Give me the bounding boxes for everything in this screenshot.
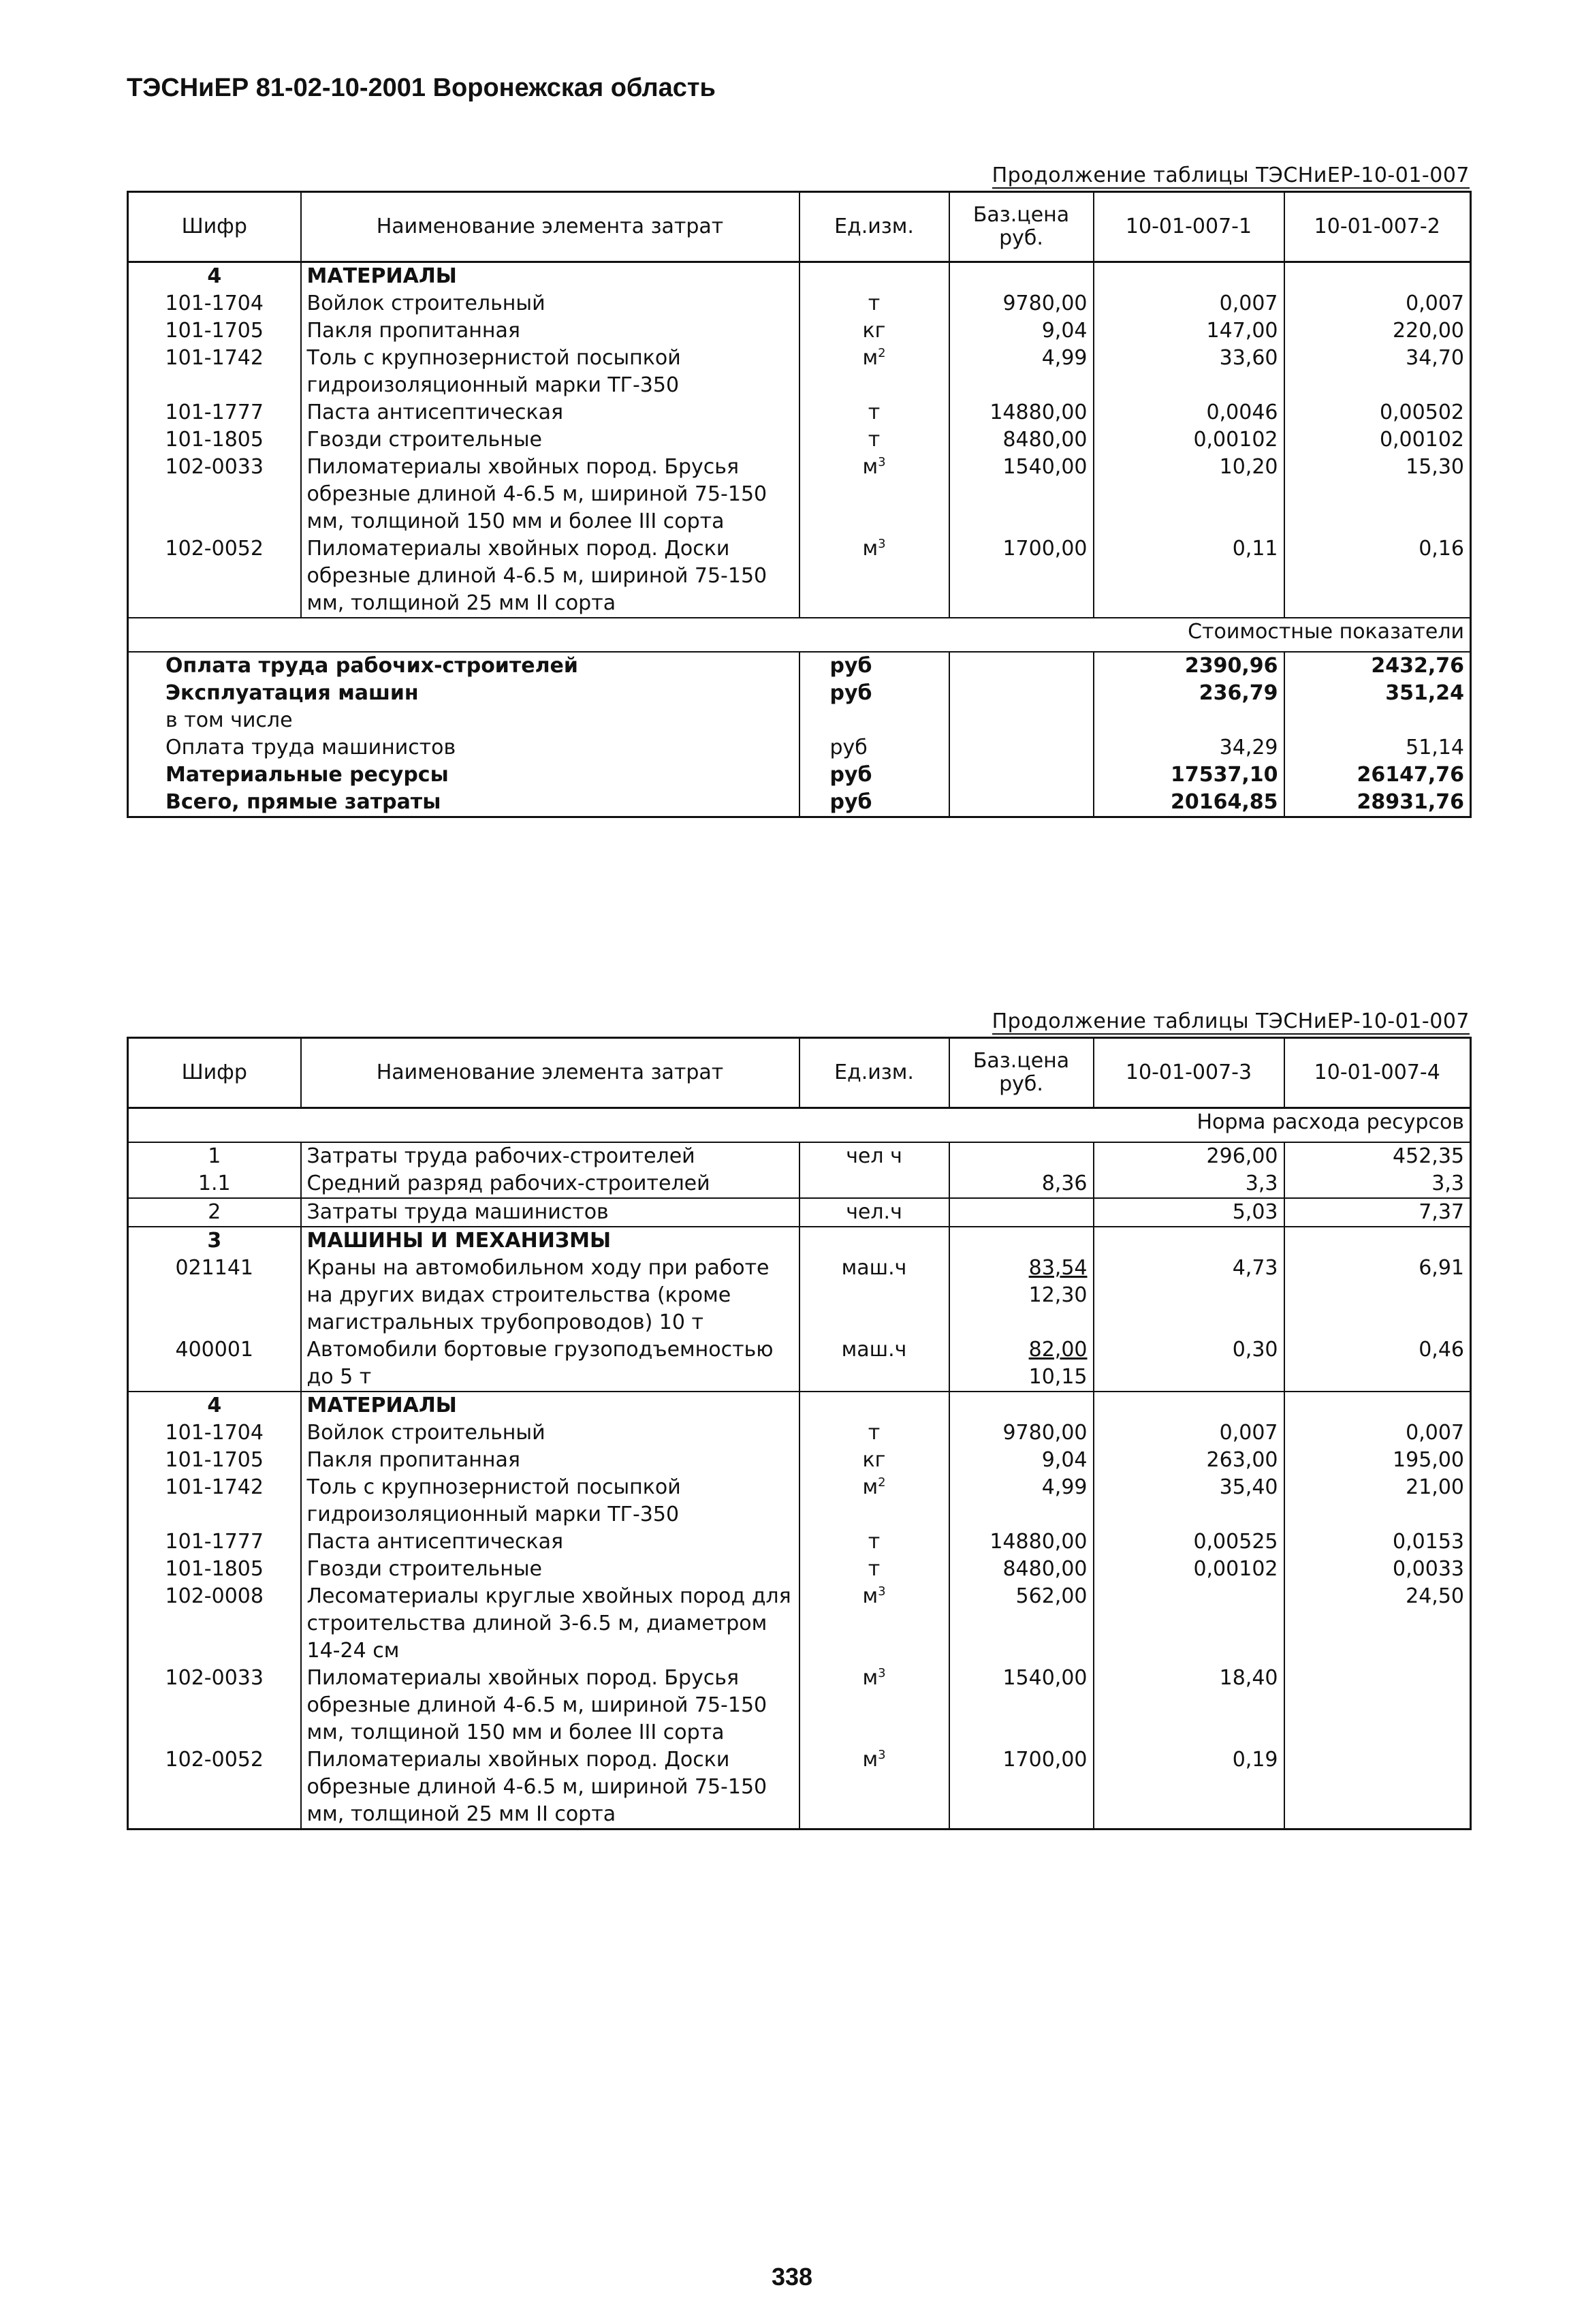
- norm-value: 0,16: [1284, 535, 1471, 618]
- norm-value: [1284, 1665, 1471, 1746]
- section-row: [128, 1227, 1471, 1255]
- norm-value: 0,007: [1094, 290, 1284, 317]
- table-row: [128, 345, 1471, 399]
- unit-text: кг: [862, 1448, 886, 1472]
- base-price: 562,00: [949, 1583, 1094, 1665]
- summary-row: [128, 680, 1471, 707]
- resource-code: 101-1705: [128, 1447, 301, 1474]
- unit-cell: [799, 1583, 949, 1665]
- resource-code: 102-0033: [128, 1665, 301, 1746]
- table-row: [128, 1170, 1471, 1198]
- table-row: [128, 1665, 1471, 1746]
- norm-value: 195,00: [1284, 1447, 1471, 1474]
- resource-code: 101-1704: [128, 290, 301, 317]
- unit-text: м: [862, 1666, 878, 1690]
- price-labour: 10,15: [1028, 1365, 1088, 1389]
- unit-superscript: 3: [878, 1584, 886, 1599]
- unit-cell: [799, 1447, 949, 1474]
- resource-code: 101-1777: [128, 1528, 301, 1556]
- table-row: [128, 1419, 1471, 1447]
- resource-name: Лесоматериалы круглые хвойных пород для строительства длиной 3-6.5 м, диаметром 14-24 см: [301, 1583, 799, 1665]
- summary-value: 51,14: [1284, 734, 1471, 761]
- summary-label: Эксплуатация машин: [128, 680, 799, 707]
- table-row: [128, 1556, 1471, 1583]
- norm-value: 24,50: [1284, 1583, 1471, 1665]
- resource-code: 101-1805: [128, 426, 301, 454]
- norm-value: 35,40: [1094, 1474, 1284, 1528]
- table-row: [128, 1142, 1471, 1170]
- resource-code: 101-1704: [128, 1419, 301, 1447]
- base-price: 9,04: [949, 317, 1094, 345]
- column-header: Баз.цена руб.: [949, 1038, 1094, 1108]
- summary-label: Материальные ресурсы: [128, 761, 799, 789]
- resource-code: 101-1705: [128, 317, 301, 345]
- summary-value: 28931,76: [1284, 789, 1471, 817]
- norm-value: 0,30: [1094, 1336, 1284, 1392]
- empty-cell: [949, 652, 1094, 680]
- section-code: 4: [128, 262, 301, 291]
- unit-superscript: 2: [878, 346, 886, 360]
- norm-value: 0,0033: [1284, 1556, 1471, 1583]
- unit-cell: [799, 290, 949, 317]
- unit-cell: маш.ч: [799, 1255, 949, 1336]
- summary-unit: руб: [799, 789, 949, 817]
- resource-name: Пиломатериалы хвойных пород. Брусья обрезные длиной 4-6.5 м, шириной 75-150 мм, толщиной 150 мм и более III сорта: [301, 1665, 799, 1746]
- unit-superscript: 3: [878, 1666, 886, 1680]
- base-price: 14880,00: [949, 1528, 1094, 1556]
- base-price: 9780,00: [949, 290, 1094, 317]
- norm-value: 0,007: [1284, 1419, 1471, 1447]
- table-row: [128, 1255, 1471, 1336]
- section-name: МАТЕРИАЛЫ: [301, 1392, 799, 1419]
- norm-value: 0,007: [1094, 1419, 1284, 1447]
- norm-value: 15,30: [1284, 454, 1471, 535]
- resource-code: 1: [128, 1142, 301, 1170]
- table-row: [128, 1447, 1471, 1474]
- column-header: Баз.цена руб.: [949, 192, 1094, 262]
- unit-text: м: [862, 1748, 878, 1772]
- price-labour: 12,30: [1028, 1283, 1088, 1307]
- summary-row: [128, 707, 1471, 734]
- resource-name: Гвозди строительные: [301, 1556, 799, 1583]
- empty-cell: [949, 789, 1094, 817]
- resource-name: Гвозди строительные: [301, 426, 799, 454]
- unit-text: м: [862, 455, 878, 479]
- summary-label: Всего, прямые затраты: [128, 789, 799, 817]
- unit-cell: маш.ч: [799, 1336, 949, 1392]
- summary-label: Оплата труда машинистов: [128, 734, 799, 761]
- unit-text: м: [862, 346, 878, 370]
- norm-value: 10,20: [1094, 454, 1284, 535]
- table-header-row: [128, 192, 1471, 262]
- unit-cell: [799, 399, 949, 426]
- column-header: 10-01-007-2: [1284, 192, 1471, 262]
- section-row: [128, 262, 1471, 291]
- norm-value: 452,35: [1284, 1142, 1471, 1170]
- resource-code: 102-0052: [128, 535, 301, 618]
- norm-value: 0,00102: [1094, 1556, 1284, 1583]
- empty-cell: [949, 734, 1094, 761]
- band-row: [128, 618, 1471, 652]
- table-row: [128, 454, 1471, 535]
- resource-code: 400001: [128, 1336, 301, 1392]
- summary-value: 2432,76: [1284, 652, 1471, 680]
- norms-table-1: [127, 191, 1472, 818]
- norm-value: 296,00: [1094, 1142, 1284, 1170]
- norms-table-2: [127, 1037, 1472, 1830]
- base-price: 4,99: [949, 1474, 1094, 1528]
- base-price: 1700,00: [949, 535, 1094, 618]
- summary-unit: руб: [799, 652, 949, 680]
- price-total: 83,54: [1028, 1256, 1088, 1280]
- summary-unit: руб: [799, 734, 949, 761]
- norm-value: 6,91: [1284, 1255, 1471, 1336]
- empty-cell: [949, 761, 1094, 789]
- base-price: [949, 1255, 1094, 1336]
- unit-text: м: [862, 1584, 878, 1608]
- resource-name: Войлок строительный: [301, 290, 799, 317]
- resource-name: Толь с крупнозернистой посыпкой гидроизоляционный марки ТГ-350: [301, 345, 799, 399]
- section-name: МАШИНЫ И МЕХАНИЗМЫ: [301, 1227, 799, 1255]
- table-row: [128, 426, 1471, 454]
- unit-text: м: [862, 537, 878, 561]
- norm-value: 220,00: [1284, 317, 1471, 345]
- summary-value: 351,24: [1284, 680, 1471, 707]
- unit-superscript: 3: [878, 455, 886, 469]
- empty-cell: [949, 680, 1094, 707]
- resource-code: 101-1805: [128, 1556, 301, 1583]
- unit-superscript: 3: [878, 1748, 886, 1762]
- base-price: [949, 1198, 1094, 1227]
- section-code: 3: [128, 1227, 301, 1255]
- norm-value: 21,00: [1284, 1474, 1471, 1528]
- resource-name: Затраты труда рабочих-строителей: [301, 1142, 799, 1170]
- norm-value: 34,70: [1284, 345, 1471, 399]
- summary-row: [128, 761, 1471, 789]
- band-row: [128, 1108, 1471, 1143]
- page-title: ТЭСНиЕР 81-02-10-2001 Воронежская область: [127, 74, 716, 102]
- table-row: [128, 1198, 1471, 1227]
- unit-text: т: [868, 1557, 881, 1581]
- resource-name: Автомобили бортовые грузоподъемностью до 5 т: [301, 1336, 799, 1392]
- base-price: 9780,00: [949, 1419, 1094, 1447]
- norm-value: 4,73: [1094, 1255, 1284, 1336]
- column-header: Шифр: [128, 1038, 301, 1108]
- resource-code: 102-0008: [128, 1583, 301, 1665]
- resource-code: 021141: [128, 1255, 301, 1336]
- base-price: 1700,00: [949, 1746, 1094, 1830]
- summary-row: [128, 652, 1471, 680]
- column-header: 10-01-007-1: [1094, 192, 1284, 262]
- summary-value: [1284, 707, 1471, 734]
- column-header: Ед.изм.: [799, 192, 949, 262]
- unit-cell: чел.ч: [799, 1198, 949, 1227]
- norm-value: 0,19: [1094, 1746, 1284, 1830]
- summary-label: Оплата труда рабочих-строителей: [128, 652, 799, 680]
- norm-value: 0,007: [1284, 290, 1471, 317]
- band-label: Стоимостные показатели: [128, 618, 1471, 652]
- section-code: 4: [128, 1392, 301, 1419]
- unit-cell: чел ч: [799, 1142, 949, 1170]
- table-row: [128, 1474, 1471, 1528]
- summary-value: 34,29: [1094, 734, 1284, 761]
- unit-cell: [799, 535, 949, 618]
- unit-text: кг: [862, 319, 886, 343]
- summary-row: [128, 789, 1471, 817]
- resource-name: Пиломатериалы хвойных пород. Брусья обрезные длиной 4-6.5 м, шириной 75-150 мм, толщиной 150 мм и более III сорта: [301, 454, 799, 535]
- summary-unit: руб: [799, 680, 949, 707]
- unit-cell: [799, 1474, 949, 1528]
- unit-cell: [799, 454, 949, 535]
- summary-value: 20164,85: [1094, 789, 1284, 817]
- table-row: [128, 317, 1471, 345]
- column-header: Ед.изм.: [799, 1038, 949, 1108]
- price-total: 82,00: [1028, 1338, 1088, 1362]
- base-price: 1540,00: [949, 1665, 1094, 1746]
- unit-cell: [799, 317, 949, 345]
- resource-name: Войлок строительный: [301, 1419, 799, 1447]
- column-header: Шифр: [128, 192, 301, 262]
- norm-value: 0,00102: [1284, 426, 1471, 454]
- norm-value: 147,00: [1094, 317, 1284, 345]
- resource-name: Паста антисептическая: [301, 1528, 799, 1556]
- unit-superscript: 2: [878, 1475, 886, 1490]
- resource-name: Краны на автомобильном ходу при работе на других видах строительства (кроме магистральных трубопроводов) 10 т: [301, 1255, 799, 1336]
- unit-cell: [799, 1170, 949, 1198]
- unit-cell: [799, 345, 949, 399]
- resource-name: Паста антисептическая: [301, 399, 799, 426]
- unit-cell: [799, 1528, 949, 1556]
- table-row: [128, 1528, 1471, 1556]
- summary-value: 26147,76: [1284, 761, 1471, 789]
- norm-value: 7,37: [1284, 1198, 1471, 1227]
- table-row: [128, 1746, 1471, 1830]
- table-row: [128, 1583, 1471, 1665]
- norm-value: 0,00502: [1284, 399, 1471, 426]
- base-price: 8480,00: [949, 426, 1094, 454]
- column-header: Наименование элемента затрат: [301, 1038, 799, 1108]
- norm-value: 0,0046: [1094, 399, 1284, 426]
- norm-value: 5,03: [1094, 1198, 1284, 1227]
- summary-row: [128, 734, 1471, 761]
- section-row: [128, 1392, 1471, 1419]
- resource-code: 101-1777: [128, 399, 301, 426]
- norm-value: 263,00: [1094, 1447, 1284, 1474]
- resource-name: Средний разряд рабочих-строителей: [301, 1170, 799, 1198]
- norm-value: 33,60: [1094, 345, 1284, 399]
- norm-value: 0,00525: [1094, 1528, 1284, 1556]
- table-row: [128, 535, 1471, 618]
- resource-name: Пиломатериалы хвойных пород. Доски обрезные длиной 4-6.5 м, шириной 75-150 мм, толщиной 25 мм II сорта: [301, 535, 799, 618]
- resource-code: 102-0052: [128, 1746, 301, 1830]
- norm-value: 0,00102: [1094, 426, 1284, 454]
- summary-value: 17537,10: [1094, 761, 1284, 789]
- column-header: 10-01-007-3: [1094, 1038, 1284, 1108]
- norm-value: 0,46: [1284, 1336, 1471, 1392]
- table-row: [128, 1336, 1471, 1392]
- norm-value: 3,3: [1094, 1170, 1284, 1198]
- norm-value: [1284, 1746, 1471, 1830]
- base-price: [949, 1142, 1094, 1170]
- resource-code: 102-0033: [128, 454, 301, 535]
- base-price: 9,04: [949, 1447, 1094, 1474]
- unit-superscript: 3: [878, 537, 886, 551]
- resource-name: Пакля пропитанная: [301, 1447, 799, 1474]
- table-row: [128, 290, 1471, 317]
- table-row: [128, 399, 1471, 426]
- resource-code: 101-1742: [128, 1474, 301, 1528]
- norm-value: 3,3: [1284, 1170, 1471, 1198]
- resource-name: Толь с крупнозернистой посыпкой гидроизоляционный марки ТГ-350: [301, 1474, 799, 1528]
- summary-unit: руб: [799, 761, 949, 789]
- summary-value: [1094, 707, 1284, 734]
- resource-code: 101-1742: [128, 345, 301, 399]
- unit-text: м: [862, 1475, 878, 1499]
- norm-value: 0,11: [1094, 535, 1284, 618]
- unit-cell: [799, 1665, 949, 1746]
- resource-code: 1.1: [128, 1170, 301, 1198]
- section-name: МАТЕРИАЛЫ: [301, 262, 799, 291]
- unit-cell: [799, 1746, 949, 1830]
- base-price: 14880,00: [949, 399, 1094, 426]
- summary-unit: [799, 707, 949, 734]
- norm-value: [1094, 1583, 1284, 1665]
- base-price: 8,36: [949, 1170, 1094, 1198]
- column-header: Наименование элемента затрат: [301, 192, 799, 262]
- unit-text: т: [868, 428, 881, 452]
- resource-name: Пиломатериалы хвойных пород. Доски обрезные длиной 4-6.5 м, шириной 75-150 мм, толщиной 25 мм II сорта: [301, 1746, 799, 1830]
- unit-text: т: [868, 401, 881, 424]
- table-header-row: [128, 1038, 1471, 1108]
- unit-text: т: [868, 1530, 881, 1554]
- table-caption: Продолжение таблицы ТЭСНиЕР-10-01-007: [992, 163, 1470, 187]
- base-price: 4,99: [949, 345, 1094, 399]
- band-label: Норма расхода ресурсов: [128, 1108, 1471, 1143]
- summary-value: 236,79: [1094, 680, 1284, 707]
- unit-cell: [799, 1419, 949, 1447]
- page-number: 338: [771, 2263, 813, 2291]
- resource-code: 2: [128, 1198, 301, 1227]
- norm-value: 18,40: [1094, 1665, 1284, 1746]
- base-price: 8480,00: [949, 1556, 1094, 1583]
- unit-cell: [799, 426, 949, 454]
- base-price: 1540,00: [949, 454, 1094, 535]
- empty-cell: [949, 707, 1094, 734]
- base-price: [949, 1336, 1094, 1392]
- resource-name: Пакля пропитанная: [301, 317, 799, 345]
- table-caption: Продолжение таблицы ТЭСНиЕР-10-01-007: [992, 1009, 1470, 1033]
- unit-text: т: [868, 1421, 881, 1445]
- summary-value: 2390,96: [1094, 652, 1284, 680]
- unit-text: т: [868, 292, 881, 315]
- unit-cell: [799, 1556, 949, 1583]
- norm-value: 0,0153: [1284, 1528, 1471, 1556]
- column-header: 10-01-007-4: [1284, 1038, 1471, 1108]
- summary-label: в том числе: [128, 707, 799, 734]
- resource-name: Затраты труда машинистов: [301, 1198, 799, 1227]
